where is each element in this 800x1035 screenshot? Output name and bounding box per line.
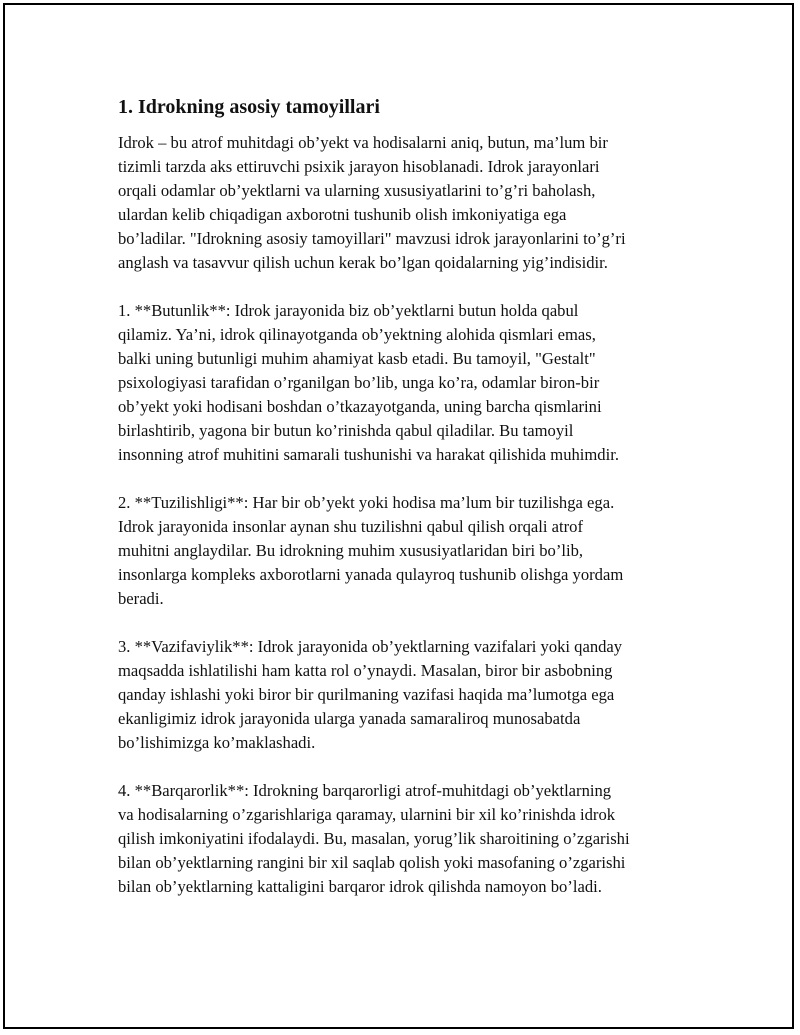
paragraph-butunlik <box>118 299 678 467</box>
paragraph-barqarorlik <box>118 779 678 899</box>
paragraph-vazifaviylik <box>118 635 678 755</box>
text-line: beradi. <box>118 589 164 608</box>
text-line: balki uning butunligi muhim ahamiyat kasb etadi. Bu tamoyil, "Gestalt" <box>118 349 596 368</box>
text-line: insonning atrof muhitini samarali tushunishi va harakat qilishida muhimdir. <box>118 445 619 464</box>
text-line: va hodisalarning o’zgarishlariga qaramay, ularnini bir xil ko’rinishda idrok <box>118 805 616 824</box>
text-line: 4. **Barqarorlik**: Idrokning barqarorligi atrof-muhitdagi ob’yektlarning <box>118 781 612 800</box>
section-heading: 1. Idrokning asosiy tamoyillari <box>118 96 380 118</box>
text-line: Idrok – bu atrof muhitdagi ob’yekt va hodisalarni aniq, butun, ma’lum bir <box>118 133 608 152</box>
text-line: bilan ob’yektlarning rangini bir xil saqlab qolish yoki masofaning o’zgarishi <box>118 853 626 872</box>
paragraph-tuzilishligi <box>118 491 678 611</box>
text-line: qanday ishlashi yoki biror bir qurilmaning vazifasi haqida ma’lumotga ega <box>118 685 615 704</box>
text-line: 3. **Vazifaviylik**: Idrok jarayonida ob’yektlarning vazifalari yoki qanday <box>118 637 623 656</box>
text-line: ulardan kelib chiqadigan axborotni tushunib olish imkoniyatiga ega <box>118 205 567 224</box>
text-line: maqsadda ishlatilishi ham katta rol o’ynaydi. Masalan, biror bir asbobning <box>118 661 613 680</box>
text-line: qilish imkoniyatini ifodalaydi. Bu, masalan, yorug’lik sharoitining o’zgarishi <box>118 829 630 848</box>
text-line: tizimli tarzda aks ettiruvchi psixik jarayon hisoblanadi. Idrok jarayonlari <box>118 157 600 176</box>
text-line: bo’ladilar. "Idrokning asosiy tamoyillari" mavzusi idrok jarayonlarini to’g’ri <box>118 229 626 248</box>
text-line: 1. **Butunlik**: Idrok jarayonida biz ob’yektlarni butun holda qabul <box>118 301 579 320</box>
document-body <box>118 95 678 923</box>
text-line: muhitni anglaydilar. Bu idrokning muhim xususiyatlaridan biri bo’lib, <box>118 541 584 560</box>
text-line: anglash va tasavvur qilish uchun kerak bo’lgan qoidalarning yig’indisidir. <box>118 253 608 272</box>
text-line: qilamiz. Ya’ni, idrok qilinayotganda ob’yektning alohida qismlari emas, <box>118 325 596 344</box>
paragraph-intro <box>118 131 678 275</box>
text-line: bilan ob’yektlarning kattaligini barqaror idrok qilishda namoyon bo’ladi. <box>118 877 602 896</box>
text-line: ob’yekt yoki hodisani boshdan o’tkazayotganda, uning barcha qismlarini <box>118 397 602 416</box>
text-line: insonlarga kompleks axborotlarni yanada qulayroq tushunib olishga yordam <box>118 565 624 584</box>
text-line: birlashtirib, yagona bir butun ko’rinishda qabul qiladilar. Bu tamoyil <box>118 421 574 440</box>
text-line: ekanligimiz idrok jarayonida ularga yanada samaraliroq munosabatda <box>118 709 581 728</box>
text-line: psixologiyasi tarafidan o’rganilgan bo’lib, unga ko’ra, odamlar biron-bir <box>118 373 600 392</box>
text-line: bo’lishimizga ko’maklashadi. <box>118 733 316 752</box>
text-line: Idrok jarayonida insonlar aynan shu tuzilishni qabul qilish orqali atrof <box>118 517 583 536</box>
text-line: orqali odamlar ob’yektlarni va ularning xususiyatlarini to’g’ri baholash, <box>118 181 596 200</box>
text-line: 2. **Tuzilishligi**: Har bir ob’yekt yoki hodisa ma’lum bir tuzilishga ega. <box>118 493 615 512</box>
